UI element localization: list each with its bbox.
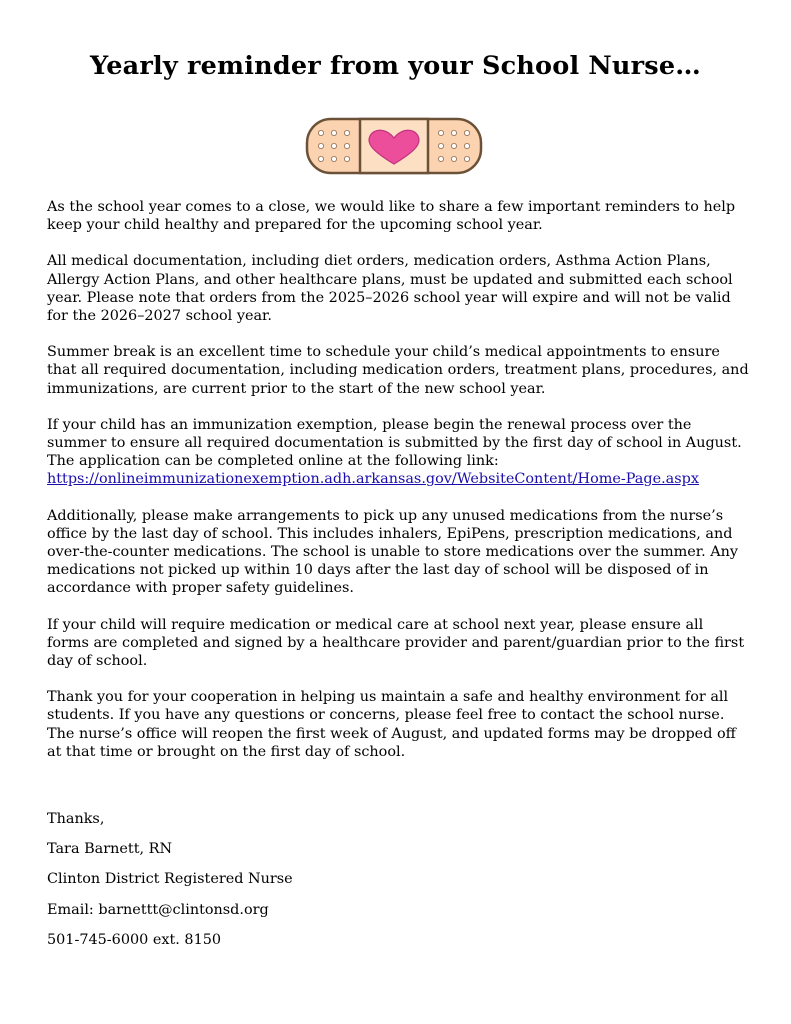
signature-role: Clinton District Registered Nurse <box>47 871 293 888</box>
intro-paragraph: As the school year comes to a close, we would like to share a few important reminders to help keep your child healthy and prepared for the upcoming school year. <box>47 199 736 234</box>
bandage-heart-icon <box>304 116 484 176</box>
signature-block <box>47 810 293 961</box>
exemption-link[interactable]: https://onlineimmunizationexemption.adh.arkansas.gov/WebsiteContent/Home-Page.aspx <box>47 471 699 488</box>
exemption-paragraph <box>47 416 749 489</box>
signature-closing: Thanks, <box>47 811 105 827</box>
documentation-paragraph: All medical documentation, including diet orders, medication orders, Asthma Action Plans, Allergy Action Plans, and other healthcare plans, must be updated and submitted each school year. Please note that orders from the 2025–2026 school year will expire and will not be valid for the 2026–2027 school year. <box>47 253 733 325</box>
signature-phone: 501-745-6000 ext. 8150 <box>47 931 222 948</box>
exemption-text: If your child has an immunization exemption, please begin the renewal process over the summer to ensure all required documentation is submitted by the first day of school in August. The application can be completed online at the following link: <box>47 416 742 470</box>
letter-body <box>47 198 749 779</box>
signature-name: Tara Barnett, RN <box>47 841 173 858</box>
signature-email: Email: barnettt@clintonsd.org <box>47 901 269 918</box>
medications-paragraph: Additionally, please make arrangements to pick up any unused medications from the nurse’s office by the last day of school. This includes inhalers, EpiPens, prescription medications, and over-the-counter medications. The school is unable to store medications over the summer. Any medications not picked up within 10 days after the last day of school will be disposed of in accordance with proper safety guidelines. <box>47 507 739 597</box>
thanks-paragraph: Thank you for your cooperation in helping us maintain a safe and healthy environment for all students. If you have any questions or concerns, please feel free to contact the school nurse. The nurse’s office will reopen the first week of August, and updated forms may be dropped off at that time or brought on the first day of school. <box>47 689 736 760</box>
summer-paragraph: Summer break is an excellent time to schedule your child’s medical appointments to ensure that all required documentation, including medication orders, treatment plans, procedures, and immunizations, are current prior to the start of the new school year. <box>47 344 749 397</box>
next-year-paragraph: If your child will require medication or medical care at school next year, please ensure all forms are completed and signed by a healthcare provider and parent/guardian prior to the first day of school. <box>47 616 745 670</box>
page-title: Yearly reminder from your School Nurse… <box>90 51 701 81</box>
